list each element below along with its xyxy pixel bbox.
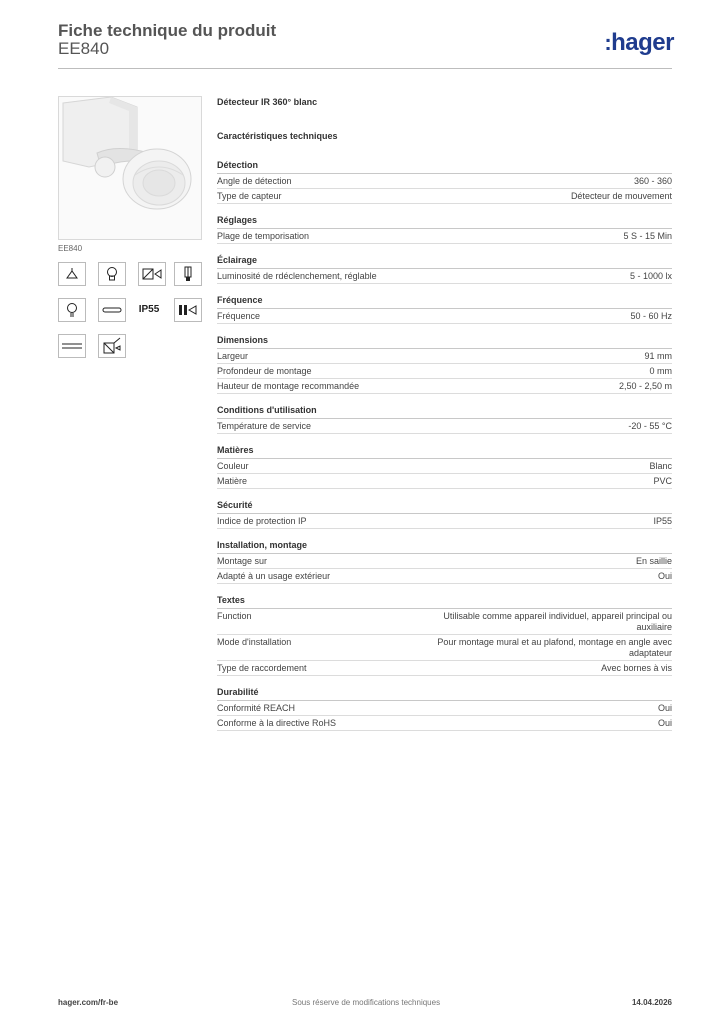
wall-angle-icon [98,334,126,358]
spec-row [217,554,672,569]
spec-value: 5 - 1000 lx [629,270,672,281]
footer-disclaimer: Sous réserve de modifications techniques [292,998,441,1007]
spec-label: Angle de détection [217,175,292,186]
section-heading: Détection [217,159,672,174]
product-caption: EE840 [58,244,83,253]
specs-title: Caractéristiques techniques [217,131,338,141]
fluorescent-icon [174,262,202,286]
spec-value: PVC [653,475,672,486]
spec-row [217,514,672,529]
section-heading: Réglages [217,214,672,229]
spec-row [217,716,672,731]
spec-value: 0 mm [649,365,672,376]
section-heading: Textes [217,594,672,609]
specifications [217,97,672,741]
spec-label: Plage de temporisation [217,230,310,241]
spec-section [217,334,672,394]
spec-value: Avec bornes à vis [601,662,672,673]
spec-label: Adapté à un usage extérieur [217,570,331,581]
footer-url[interactable]: hager.com/fr-be [58,998,119,1007]
spec-value: Pour montage mural et au plafond, montage en angle avec adaptateur [437,636,672,658]
page-title: Fiche technique du produit [58,21,277,40]
spec-row [217,474,672,489]
ceiling-lamp-icon [58,262,86,286]
spec-label: Luminosité de rdéclenchement, réglable [217,270,377,281]
spec-value: 360 - 360 [633,175,672,186]
spec-row [217,174,672,189]
spec-label: Hauteur de montage recommandée [217,380,360,391]
section-heading: Dimensions [217,334,672,349]
spec-row [217,661,672,676]
bulb-icon [58,298,86,322]
spec-value: Oui [657,702,672,713]
spec-row [217,309,672,324]
product-image [58,96,202,240]
spec-section [217,444,672,489]
spec-label: Conformité REACH [217,702,296,713]
section-heading: Installation, montage [217,539,672,554]
spec-value: Oui [657,717,672,728]
strip-light-icon [58,334,86,358]
spec-value: Oui [657,570,672,581]
spec-row [217,379,672,394]
spec-row [217,189,672,204]
logo-text: hager [611,29,674,56]
spec-row [217,229,672,244]
spec-label: Profondeur de montage [217,365,312,376]
spec-row [217,609,672,635]
spec-value: 91 mm [644,350,672,361]
spec-row [217,635,672,661]
spec-label: Couleur [217,460,249,471]
tube-icon [98,298,126,322]
bulb-socket-icon [98,262,126,286]
spec-row [217,269,672,284]
product-name: Détecteur IR 360° blanc [217,97,318,107]
spec-row [217,701,672,716]
header-divider [58,68,672,69]
spec-section [217,686,672,731]
spec-value: IP55 [653,515,672,526]
spec-row [217,419,672,434]
spec-row [217,349,672,364]
spec-row [217,364,672,379]
spec-section [217,214,672,244]
spec-label: Function [217,610,252,621]
section-heading: Éclairage [217,254,672,269]
section-heading: Sécurité [217,499,672,514]
spec-label: Largeur [217,350,249,361]
ip55-badge: IP55 [136,298,162,320]
section-heading: Matières [217,444,672,459]
spec-label: Conforme à la directive RoHS [217,717,337,728]
hager-logo[interactable]: :hager [604,29,674,56]
spec-value: 2,50 - 2,50 m [618,380,672,391]
section-heading: Fréquence [217,294,672,309]
spec-sections [217,159,672,731]
spec-label: Fréquence [217,310,261,321]
spec-value: -20 - 55 °C [628,420,672,431]
section-heading: Conditions d'utilisation [217,404,672,419]
spec-value: 50 - 60 Hz [630,310,672,321]
spec-section [217,294,672,324]
section-heading: Durabilité [217,686,672,701]
spec-section [217,499,672,529]
led-driver-icon [138,262,166,286]
spec-value: 5 S - 15 Min [623,230,672,241]
spec-section [217,539,672,584]
spec-value: Détecteur de mouvement [570,190,672,201]
halogen-transformer-icon [174,298,202,322]
spec-section [217,594,672,676]
spec-value: Blanc [649,460,672,471]
spec-value: En saillie [635,555,672,566]
spec-row [217,459,672,474]
spec-label: Matière [217,475,248,486]
spec-section [217,404,672,434]
spec-label: Type de raccordement [217,662,307,673]
spec-section [217,159,672,204]
spec-label: Type de capteur [217,190,282,201]
spec-label: Indice de protection IP [217,515,307,526]
spec-label: Montage sur [217,555,268,566]
motion-detector-illustration [59,97,201,239]
spec-label: Température de service [217,420,312,431]
product-reference: EE840 [58,39,110,58]
spec-label: Mode d'installation [217,636,292,647]
footer-date: 14.04.2026 [631,998,672,1007]
spec-row [217,569,672,584]
spec-value: Utilisable comme appareil individuel, appareil principal ou auxiliaire [443,610,672,632]
spec-section [217,254,672,284]
